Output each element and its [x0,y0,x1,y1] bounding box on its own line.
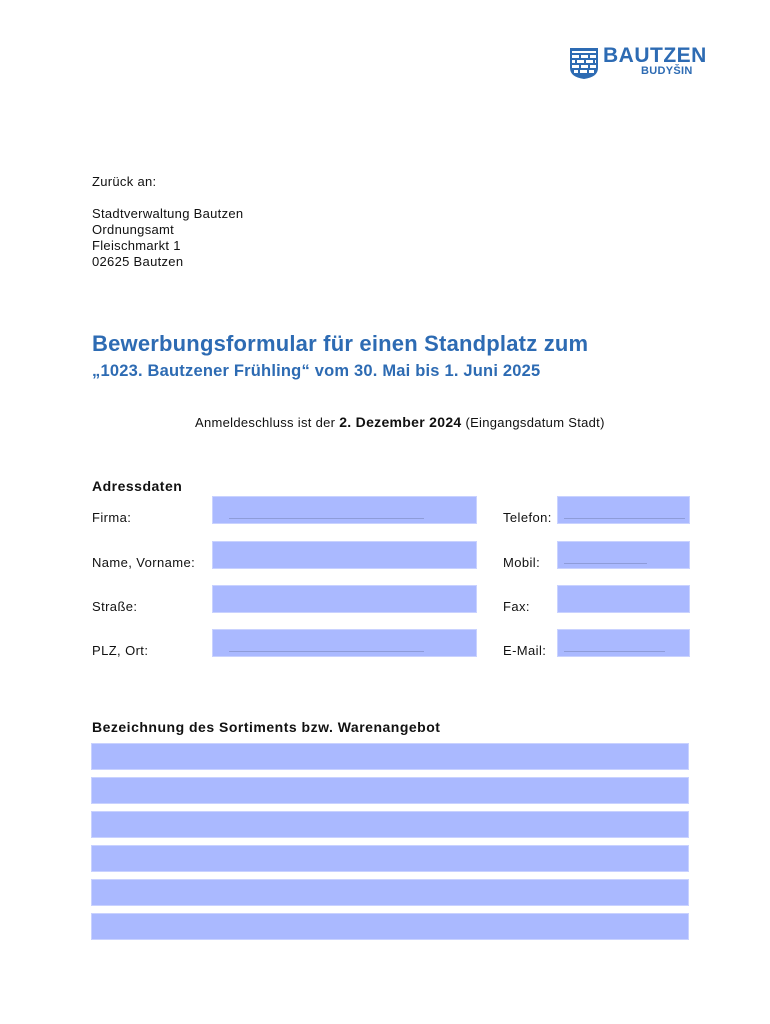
deadline-prefix: Anmeldeschluss ist der [195,415,336,430]
assortment-row[interactable] [91,777,689,804]
zip-city-underline [229,651,424,652]
firma-underline [229,518,424,519]
fax-field[interactable] [557,585,690,613]
firma-field[interactable] [212,496,477,524]
name-label: Name, Vorname: [92,555,196,570]
assortment-row[interactable] [91,743,689,770]
logo-wordmark [603,44,707,77]
phone-label: Telefon: [503,510,552,525]
address-line-4: 02625 Bautzen [92,254,184,269]
email-field[interactable] [557,629,690,657]
form-title: Bewerbungsformular für einen Standplatz zum [92,331,589,356]
return-label: Zurück an: [92,174,157,189]
deadline-suffix: (Eingangsdatum Stadt) [465,415,605,430]
bautzen-logo-icon [568,46,600,80]
zip-city-field[interactable] [212,629,477,657]
phone-underline [564,518,685,519]
mobile-field[interactable] [557,541,690,569]
event-subtitle: „1023. Bautzener Frühling“ vom 30. Mai bis 1. Juni 2025 [92,362,541,380]
address-line-2: Ordnungsamt [92,222,175,237]
assortment-heading: Bezeichnung des Sortiments bzw. Warenangebot [92,719,441,735]
logo-title: BAUTZEN [603,44,707,67]
zip-city-label: PLZ, Ort: [92,643,149,658]
assortment-row[interactable] [91,913,689,940]
phone-field[interactable] [557,496,690,524]
street-label: Straße: [92,599,138,614]
assortment-row[interactable] [91,811,689,838]
email-underline [564,651,665,652]
assortment-row[interactable] [91,879,689,906]
assortment-row[interactable] [91,845,689,872]
mobile-label: Mobil: [503,555,541,570]
deadline-date: 2. Dezember 2024 [339,414,462,430]
email-label: E-Mail: [503,643,547,658]
mobile-underline [564,563,647,564]
deadline-note [195,414,605,430]
fax-label: Fax: [503,599,530,614]
name-field[interactable] [212,541,477,569]
address-line-3: Fleischmarkt 1 [92,238,181,253]
firma-label: Firma: [92,510,132,525]
address-heading: Adressdaten [92,478,183,494]
logo-subtitle: BUDYŠIN [641,65,693,77]
street-field[interactable] [212,585,477,613]
address-line-1: Stadtverwaltung Bautzen [92,206,244,221]
